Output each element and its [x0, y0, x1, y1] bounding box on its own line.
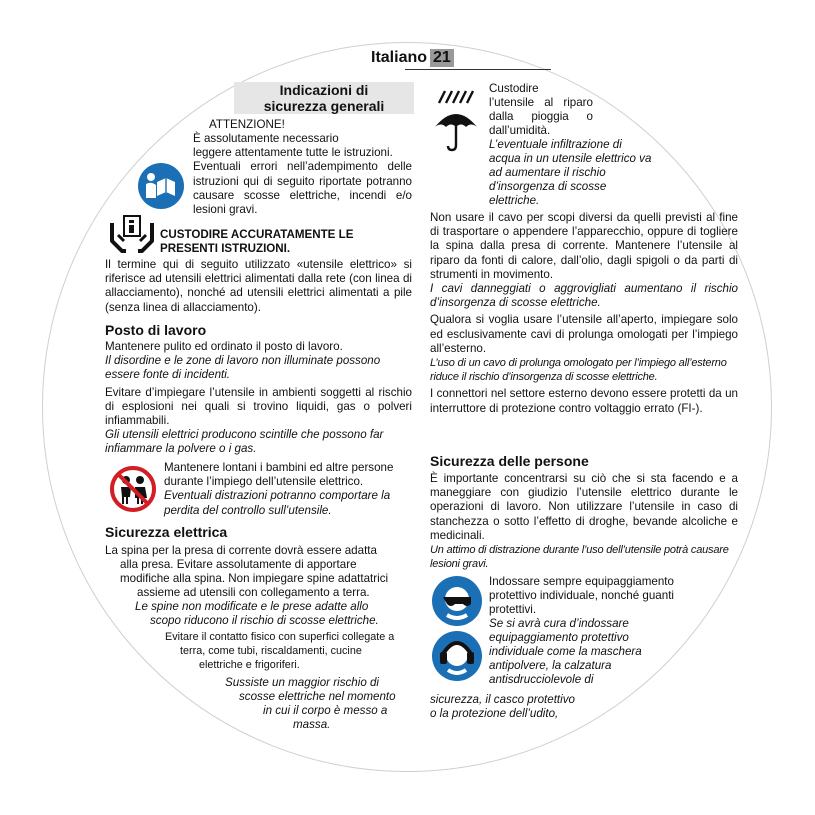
ear-protection-icon — [431, 630, 483, 682]
cable-text: Non usare il cavo per scopi diversi da quelli previsti al fine di trasportare o appendere l’apparecchio, oppure di togliere la spina dalla presa di corrente. Mantenere l’utensile al riparo da fonti di calore, dall’olio, dagli spigoli o da parti di strumenti in movimento. — [430, 211, 738, 281]
warning-line: leggere attentamente tutte le istruzioni. — [193, 146, 393, 160]
persons-note: Un attimo di distrazione durante l’uso dell’utensile potrà causare lesioni gravi. — [430, 544, 729, 571]
cable-note: I cavi danneggiati o aggrovigliati aumentano il rischio d’insorgenza di scosse elettriche. — [430, 282, 738, 310]
humidity-line: l’utensile al riparo — [489, 96, 593, 109]
humidity-line: Custodire — [489, 82, 539, 95]
children-text: Mantenere lontani i bambini ed altre persone durante l’impiego dell’utensile elettrico. — [164, 461, 394, 489]
electrical-line: modifiche alla spina. Non impiegare spine adattatrici — [120, 572, 389, 585]
page-number: 21 — [430, 49, 454, 67]
ppe-note: individuale come la maschera — [489, 645, 642, 658]
section-title-line2: sicurezza generali — [263, 98, 385, 114]
ppe-note: Se si avrà cura d’indossare — [489, 617, 629, 630]
workplace-text-2: Evitare d’impiegare l’utensile in ambienti soggetti al rischio di esplosioni nei quali si trovino liquidi, gas o polveri infiammabili. — [105, 385, 412, 428]
section-title-box — [234, 82, 414, 114]
electrical-line: assieme ad utensili con collegamento a terra. — [137, 586, 370, 599]
workplace-note-2: Gli utensili elettrici producono scintille che possono far infiammare la polvere o i gas. — [105, 428, 384, 456]
ppe-note: antisdrucciolevole di — [489, 673, 594, 686]
no-children-icon — [109, 465, 157, 513]
term-definition: Il termine qui di seguito utilizzato «utensile elettrico» si riferisce ad utensili elettrici alimentati dalla rete (con linea di allacciamento), nonché ad utensili elettrici alimentati a pile (senza linea di allacciamento). — [105, 258, 412, 314]
humidity-note: d’insorgenza di scosse — [489, 180, 607, 193]
electrical-heading: Sicurezza elettrica — [105, 524, 228, 540]
humidity-line: dall’umidità. — [489, 124, 551, 137]
humidity-line: dalla pioggia o — [489, 110, 593, 123]
ppe-note: antipolvere, la calzatura — [489, 659, 612, 672]
section-title-line1: Indicazioni di — [279, 82, 369, 98]
warning-line: È assolutamente necessario — [193, 132, 339, 145]
fi-text: I connettori nel settore esterno devono essere protetti da un interruttore di protezione contro voltaggio errato (FI-). — [430, 387, 738, 415]
outdoor-note: L’uso di un cavo di prolunga omologato per l’impiego all’esterno riduce il rischio d’insorgenza di scosse elettriche. — [430, 357, 727, 384]
contact-line: terra, come tubi, riscaldamenti, cucine — [180, 645, 362, 657]
risk-note: massa. — [293, 718, 331, 731]
contact-line: Evitare il contatto fisico con superfici collegate a — [165, 631, 395, 643]
language-label: Italiano — [371, 49, 428, 66]
risk-note: in cui il corpo è messo a — [263, 704, 388, 717]
ppe-note-tail: sicurezza, il casco protettivo — [430, 693, 575, 706]
risk-note: Sussiste un maggior rischio di — [225, 676, 380, 689]
ppe-note-tail: o la protezione dell’udito, — [430, 707, 559, 720]
ppe-line: protettivo individuale, nonché guanti — [489, 589, 674, 602]
risk-note: scosse elettriche nel momento — [239, 690, 396, 703]
header-rule — [405, 69, 551, 70]
persons-text: È importante concentrarsi su ciò che si sta facendo e a maneggiare con giudizio l’utensile elettrico durante le operazioni di lavoro. Non utilizzare l’utensile in caso di stanchezza o sotto l’effetto di droghe, bevande alcoliche e medicinali. — [430, 472, 738, 542]
warning-line: Eventuali errori nell’adempimento delle istruzioni qui di seguito riportate potranno causare scosse elettriche, incendi e/o lesioni gravi. — [193, 160, 412, 217]
ppe-note: equipaggiamento protettivo — [489, 631, 629, 644]
electrical-note: Le spine non modificate e le prese adatte allo — [135, 600, 369, 613]
workplace-heading: Posto di lavoro — [105, 322, 207, 338]
persons-section — [430, 472, 738, 571]
keep-manual-icon — [110, 213, 154, 255]
workplace-text: Mantenere pulito ed ordinato il posto di lavoro. — [105, 340, 343, 353]
humidity-note: L’eventuale infiltrazione di — [489, 138, 622, 151]
persons-heading: Sicurezza delle persone — [430, 453, 589, 469]
children-section — [164, 461, 413, 518]
read-manual-icon — [137, 162, 185, 210]
umbrella-rain-icon — [433, 89, 479, 153]
humidity-note: ad aumentare il rischio — [489, 166, 606, 179]
electrical-note: scopo riducono il rischio di scosse elettriche. — [150, 614, 379, 627]
warning-text — [193, 132, 412, 217]
warning-label: ATTENZIONE! — [209, 118, 285, 131]
humidity-note: elettriche. — [489, 194, 540, 207]
ppe-line: Indossare sempre equipaggiamento — [489, 575, 674, 588]
children-note: Eventuali distrazioni potranno comportare la perdita del controllo sull’utensile. — [164, 489, 391, 517]
contact-line: elettriche e frigoriferi. — [199, 659, 300, 671]
ppe-line: protettivi. — [489, 603, 537, 616]
workplace-section — [105, 340, 412, 457]
page-header — [371, 49, 454, 67]
electrical-line: alla presa. Evitare assolutamente di apportare — [120, 558, 357, 571]
humidity-note: acqua in un utensile elettrico va — [489, 152, 652, 165]
workplace-note: Il disordine e le zone di lavoro non illuminate possono essere fonte di incidenti. — [105, 354, 381, 382]
safety-goggles-icon — [431, 575, 483, 627]
outdoor-text: Qualora si voglia usare l’utensile all’aperto, impiegare solo ed esclusivamente cavi di prolunga omologati per l’impiego all’esterno. — [430, 313, 738, 355]
electrical-line: La spina per la presa di corrente dovrà essere adatta — [105, 544, 377, 557]
keep-instructions: CUSTODIRE ACCURATAMENTE LE PRESENTI ISTRUZIONI. — [160, 228, 354, 255]
cable-section — [430, 211, 738, 416]
